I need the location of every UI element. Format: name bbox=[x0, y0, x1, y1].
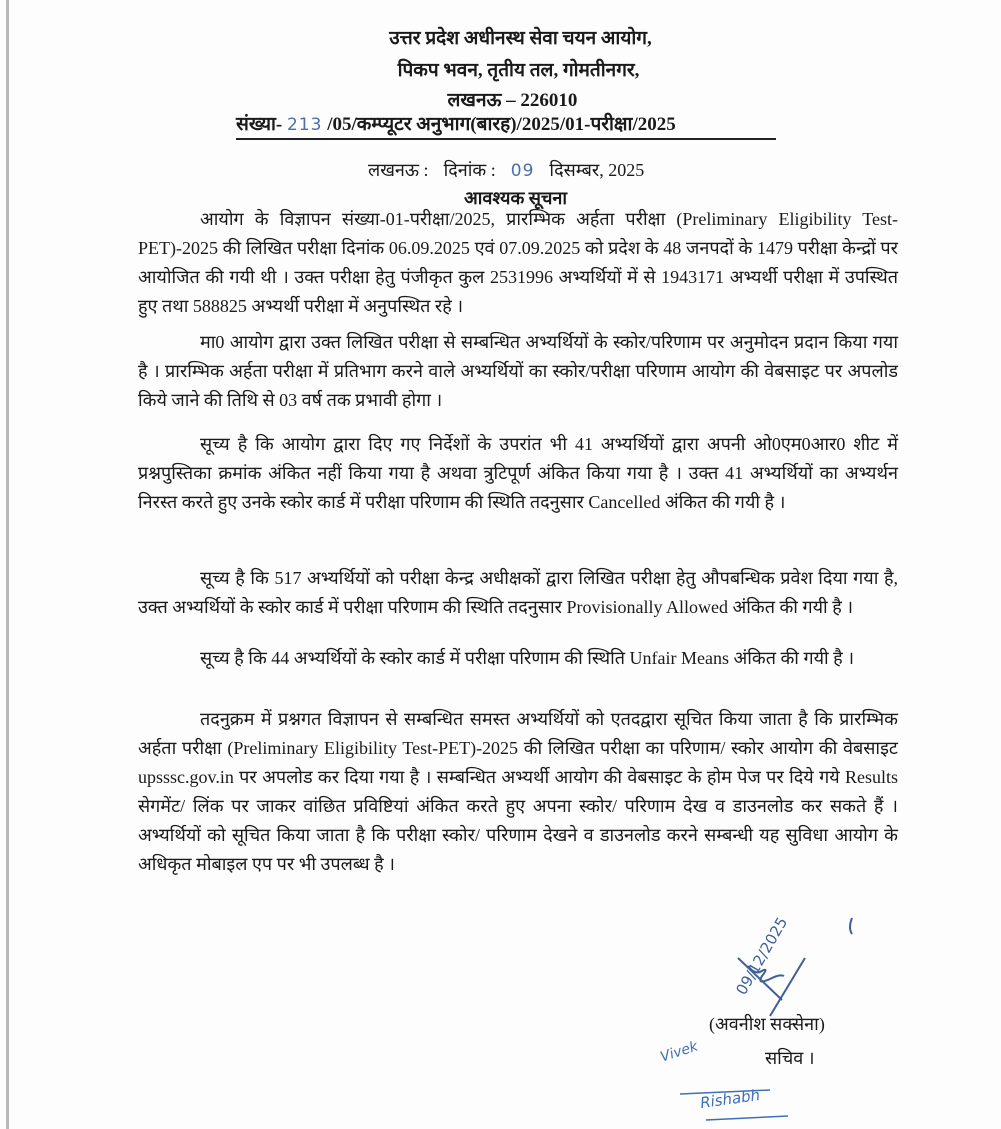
signatory-name: (अवनीश सक्सेना) bbox=[709, 1014, 825, 1034]
notice-title: आवश्यक सूचना bbox=[463, 188, 568, 208]
org-city-pin: लखनऊ – 226010 bbox=[447, 90, 578, 111]
handwritten-initials-vivek: Vivek bbox=[658, 1038, 701, 1066]
handwritten-initials-rishabh: Rishabh bbox=[699, 1085, 762, 1113]
reference-suffix: /05/कम्प्यूटर अनुभाग(बारह)/2025/01-परीक्षा/2025 bbox=[327, 114, 676, 135]
reference-handwritten-number: 213 bbox=[286, 115, 323, 135]
paragraph-text: मा0 आयोग द्वारा उक्त लिखित परीक्षा से सम्बन्धित अभ्यर्थियों के स्कोर/परिणाम पर अनुमोदन प्रदान किया गया है । प्रारम्भिक अर्हता परीक्षा में प्रतिभाग करने वाले अभ्यर्थियों का स्कोर/परीक्षा परिणाम आयोग की वेबसाइट पर अपलोड किये जाने की तिथि से 03 वर्ष तक प्रभावी होगा । bbox=[138, 332, 898, 410]
paragraph-text: सूच्य है कि 44 अभ्यर्थियों के स्कोर कार्ड में परीक्षा परिणाम की स्थिति Unfair Means अंकित की गयी है । bbox=[200, 648, 855, 668]
org-address: पिकप भवन, तृतीय तल, गोमतीनगर, bbox=[397, 60, 640, 81]
signature-stroke bbox=[850, 918, 852, 934]
signatory-designation: सचिव । bbox=[765, 1048, 815, 1068]
paragraph-text: तदनुक्रम में प्रश्नगत विज्ञापन से सम्बन्धित समस्त अभ्यर्थियों को एतदद्वारा सूचित किया जाता है कि प्रारम्भिक अर्हता परीक्षा (Preliminary Eligibility Test-PET)-2025 की लिखित परीक्षा का परिणाम/ स्कोर आयोग की वेबसाइट upsssc.gov.in पर अपलोड कर दिया गया है । सम्बन्धित अभ्यर्थी आयोग की वेबसाइट के होम पेज पर दिये गये Results सेगमेंट/ लिंक पर जाकर वांछित प्रविष्टियां अंकित करते हुए अपना स्कोर/ परिणाम देख व डाउनलोड कर सकते हैं । अभ्यर्थियों को सूचित किया जाता है कि परीक्षा स्कोर/ परिणाम देखने व डाउनलोड करने सम्बन्धी यह सुविधा आयोग के अधिकृत मोबाइल एप पर भी उपलब्ध है । bbox=[138, 709, 898, 874]
paragraph-text: सूच्य है कि आयोग द्वारा दिए गए निर्देशों के उपरांत भी 41 अभ्यर्थियों द्वारा अपनी ओ0एम0आर0 शीट में प्रश्नपुस्तिका क्रमांक अंकित नहीं किया गया है अथवा त्रुटिपूर्ण अंकित किया गया है । उक्त 41 अभ्यर्थियों का अभ्यर्थन निरस्त करते हुए उनके स्कोर कार्ड में परीक्षा परिणाम की स्थिति तदनुसार Cancelled अंकित की गयी है । bbox=[138, 434, 898, 512]
dateline-place: लखनऊ : bbox=[368, 160, 429, 180]
signature-stroke bbox=[770, 958, 805, 1016]
dateline-handwritten-day: 09 bbox=[510, 161, 535, 181]
signature-handwritten-date: 09/12/2025 bbox=[732, 914, 792, 998]
initials-underline bbox=[706, 1116, 788, 1120]
dateline-month-year: दिसम्बर, 2025 bbox=[549, 160, 645, 180]
dateline-date-label: दिनांक : bbox=[443, 160, 496, 180]
paragraph-text: आयोग के विज्ञापन संख्या-01-परीक्षा/2025, प्रारम्भिक अर्हता परीक्षा (Preliminary Eligibility Test-PET)-2025 की लिखित परीक्षा दिनांक 06.09.2025 एवं 07.09.2025 को प्रदेश के 48 जनपदों के 1479 परीक्षा केन्द्रों पर आयोजित की गयी थी । उक्त परीक्षा हेतु पंजीकृत कुल 2531996 अभ्यर्थियों में से 1943171 अभ्यर्थी परीक्षा में उपस्थित हुए तथा 588825 अभ्यर्थी परीक्षा में अनुपस्थित रहे । bbox=[138, 209, 898, 316]
paragraph-text: सूच्य है कि 517 अभ्यर्थियों को परीक्षा केन्द्र अधीक्षकों द्वारा लिखित परीक्षा हेतु औपबन्धिक प्रवेश दिया गया है, उक्त अभ्यर्थियों के स्कोर कार्ड में परीक्षा परिणाम की स्थिति तदनुसार Provisionally Allowed अंकित की गयी है । bbox=[138, 568, 898, 617]
reference-prefix: संख्या- bbox=[236, 114, 283, 135]
org-name: उत्तर प्रदेश अधीनस्थ सेवा चयन आयोग, bbox=[389, 28, 652, 49]
